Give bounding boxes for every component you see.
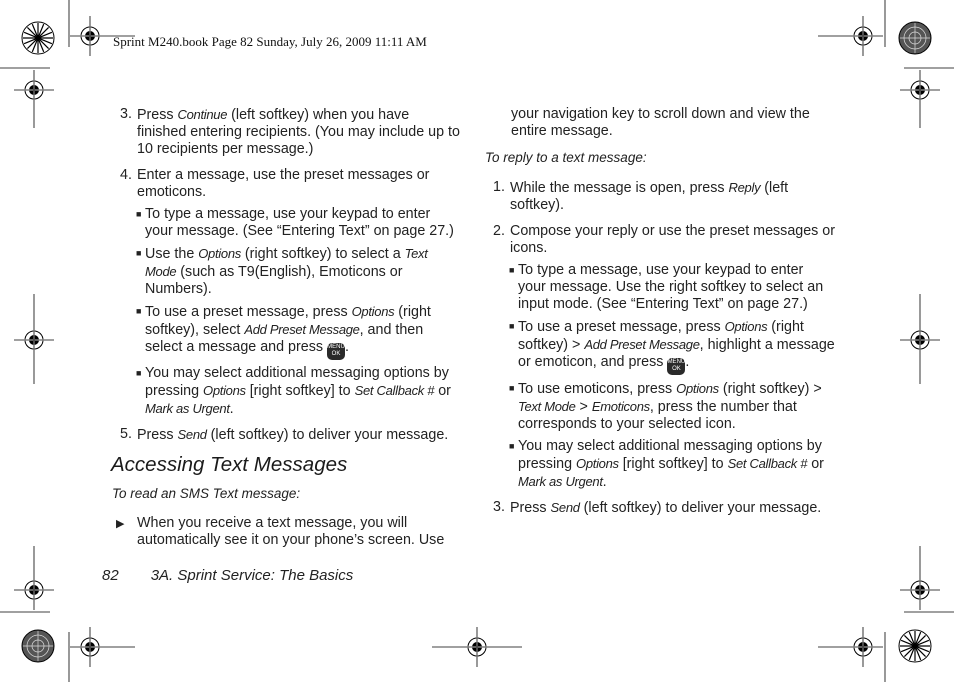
bullet-item: ■ To type a message, use your keypad to enter your message. Use the right softkey to select an input mode. (See “Entering Text” on page 27.) xyxy=(509,262,824,312)
menu-option-label: Add Preset Message xyxy=(584,337,700,352)
reply-step-1: 1. While the message is open, press Reply (left softkey). xyxy=(493,179,789,213)
bullet-icon: ■ xyxy=(509,321,515,331)
softkey-label: Continue xyxy=(177,107,228,122)
print-header: Sprint M240.book Page 82 Sunday, July 26, 2009 11:11 AM xyxy=(113,34,427,49)
menu-option-label: Mark as Urgent xyxy=(518,474,603,489)
menu-option-label: Text Mode xyxy=(145,246,428,279)
bullet-item: ■ To type a message, use your keypad to enter your message. (See “Entering Text” on page 27.) xyxy=(136,206,454,239)
step-number: 1. xyxy=(493,179,505,195)
softkey-label: Send xyxy=(550,500,580,515)
page-number: 82 xyxy=(102,567,119,584)
step-number: 2. xyxy=(493,223,505,239)
arrow-bullet-icon: ▶ xyxy=(116,518,125,530)
bullet-icon: ■ xyxy=(509,265,515,275)
continuation-text: your navigation key to scroll down and view the entire message. xyxy=(511,106,810,139)
reply-step-2: 2. Compose your reply or use the preset messages or icons. xyxy=(493,223,836,256)
bullet-item: ■ You may select additional messaging options by pressing Options [right softkey] to Set Callback # or Mark as Urgent. xyxy=(509,438,824,490)
step-number: 4. xyxy=(120,167,132,183)
bullet-item: ■ Use the Options (right softkey) to select a Text Mode (such as T9(English), Emoticons or Numbers). xyxy=(136,246,428,297)
bullet-item: ■ To use a preset message, press Options (right softkey) > Add Preset Message, highlight a message or emoticon, and press MENU OK . xyxy=(485,318,835,375)
bullet-item: ■ To use emoticons, press Options (right softkey) > Text Mode > Emoticons, press the number that corresponds to your selected icon. xyxy=(509,381,822,432)
menu-option-label: Mark as Urgent xyxy=(145,401,230,416)
reply-step-3: 3. Press Send (left softkey) to deliver your message. xyxy=(493,499,822,516)
bullet-icon: ■ xyxy=(136,306,142,316)
procedure-subheading: To read an SMS Text message: xyxy=(112,486,301,501)
menu-option-label: Set Callback # xyxy=(727,456,808,471)
menu-ok-key-icon: MENU OK xyxy=(327,343,345,360)
softkey-label: Send xyxy=(177,427,207,442)
arrow-item: ▶ When you receive a text message, you will automatically see it on your phone’s screen. Use xyxy=(116,515,445,548)
bullet-icon: ■ xyxy=(136,209,142,219)
bullet-icon: ■ xyxy=(509,441,515,451)
menu-option-label: Emoticons xyxy=(591,399,650,414)
step-number: 3. xyxy=(493,499,505,515)
bullet-icon: ■ xyxy=(509,383,515,393)
step-number: 5. xyxy=(120,426,132,442)
menu-option-label: Set Callback # xyxy=(354,383,435,398)
bullet-item: ■ You may select additional messaging options by pressing Options [right softkey] to Set Callback # or Mark as Urgent. xyxy=(136,365,451,417)
softkey-label: Reply xyxy=(728,180,761,195)
bullet-icon: ■ xyxy=(136,248,142,258)
section-heading: Accessing Text Messages xyxy=(111,453,348,476)
step-3: 3. Press Continue (left softkey) when you have finished entering recipients. (You may include up to 10 recipients per message.) xyxy=(120,106,460,157)
softkey-label: Options xyxy=(676,381,719,396)
softkey-label: Options xyxy=(198,246,241,261)
procedure-subheading: To reply to a text message: xyxy=(485,150,647,165)
softkey-label: Options xyxy=(351,304,395,319)
menu-option-label: Text Mode xyxy=(518,399,576,414)
bullet-icon: ■ xyxy=(136,368,142,378)
softkey-label: Options xyxy=(724,319,768,334)
bullet-item: ■ To use a preset message, press Options (right softkey), select Add Preset Message, and then select a message and press MENU OK . xyxy=(112,303,462,360)
menu-ok-key-icon: MENU OK xyxy=(667,358,685,375)
section-title: 3A. Sprint Service: The Basics xyxy=(150,567,354,584)
softkey-label: Options xyxy=(203,383,246,398)
step-4: 4. Enter a message, use the preset messages or emoticons. xyxy=(120,167,430,200)
step-number: 3. xyxy=(120,106,132,122)
menu-option-label: Add Preset Message xyxy=(244,322,360,337)
step-5: 5. Press Send (left softkey) to deliver your message. xyxy=(120,426,449,443)
softkey-label: Options xyxy=(576,456,619,471)
